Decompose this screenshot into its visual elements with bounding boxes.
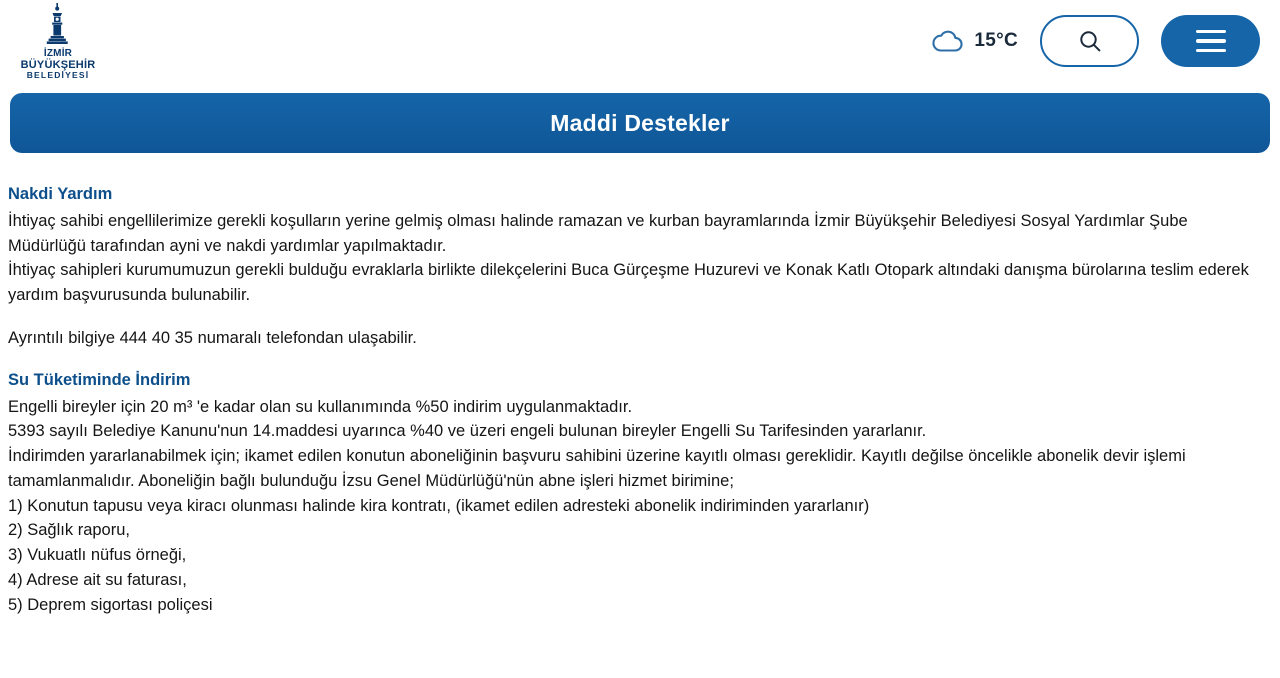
section-paragraph: İhtiyaç sahipleri kurumumuzun gerekli bulduğu evraklarla birlikte dilekçelerini Buca Gürçeşme Huzurevi ve Konak Katlı Otopark altındaki danışma bürolarına teslim ederek yardım başvurusunda bulunabilir. [8, 261, 1249, 305]
site-logo[interactable] [18, 2, 98, 79]
logo-line-2: BÜYÜKŞEHİR [20, 58, 96, 71]
logo-line-1: İZMİR [43, 48, 73, 60]
site-header [0, 0, 1280, 82]
section-paragraph: İndirimden yararlanabilmek için; ikamet edilen konutun aboneliğinin başvuru sahibini üzerine kayıtlı olması gereklidir. Kayıtlı değilse öncelikle abonelik devir işlemi tamamlanmalıdır. Aboneliğin bağlı bulunduğu İzsu Genel Müdürlüğü'nün abne işleri hizmet birimine; [8, 447, 1186, 490]
section-list-item: 3) Vukuatlı nüfus örneği, [8, 546, 187, 565]
section-nakdi-yardim [8, 183, 1268, 351]
section-heading: Nakdi Yardım [8, 185, 113, 203]
logo-line-3: BELEDİYESİ [26, 69, 90, 80]
page-content [0, 153, 1280, 617]
cloud-icon [931, 28, 965, 54]
weather-widget [931, 28, 1018, 54]
weather-temperature: 15°C [974, 30, 1018, 51]
section-list-item: 5) Deprem sigortası poliçesi [8, 595, 213, 614]
section-list-item: 4) Adrese ait su faturası, [8, 570, 187, 589]
section-heading: Su Tüketiminde İndirim [8, 370, 191, 389]
section-paragraph: İhtiyaç sahibi engellilerimize gerekli koşulların yerine gelmiş olması halinde ramazan ve kurban bayramlarında İzmir Büyükşehir Belediyesi Sosyal Yardımlar Şube Müdürlüğü tarafından ayni ve nakdi yardımlar yapılmaktadır. [8, 211, 1188, 255]
search-button[interactable] [1040, 15, 1139, 67]
header-actions [931, 15, 1264, 67]
izmir-clock-tower-icon [35, 2, 81, 48]
search-icon [1078, 29, 1102, 53]
section-list-item: 2) Sağlık raporu, [8, 521, 130, 540]
page-title-banner [10, 93, 1270, 153]
section-list-item: 1) Konutun tapusu veya kiracı olunması halinde kira kontratı, (ikamet edilen adresteki abonelik indiriminden yararlanır) [8, 496, 870, 515]
page-title: Maddi Destekler [550, 109, 730, 136]
section-paragraph: 5393 sayılı Belediye Kanunu'nun 14.maddesi uyarınca %40 ve üzeri engeli bulunan bireyler Engelli Su Tarifesinden yararlanır. [8, 422, 927, 441]
menu-button[interactable] [1161, 15, 1260, 67]
section-su-tuketiminde-indirim [8, 369, 1268, 618]
section-paragraph: Engelli bireyler için 20 m³ 'e kadar olan su kullanımında %50 indirim uygulanmaktadır. [8, 397, 633, 416]
hamburger-menu-icon [1196, 30, 1226, 53]
section-paragraph: Ayrıntılı bilgiye 444 40 35 numaralı telefondan ulaşabilir. [8, 328, 417, 347]
